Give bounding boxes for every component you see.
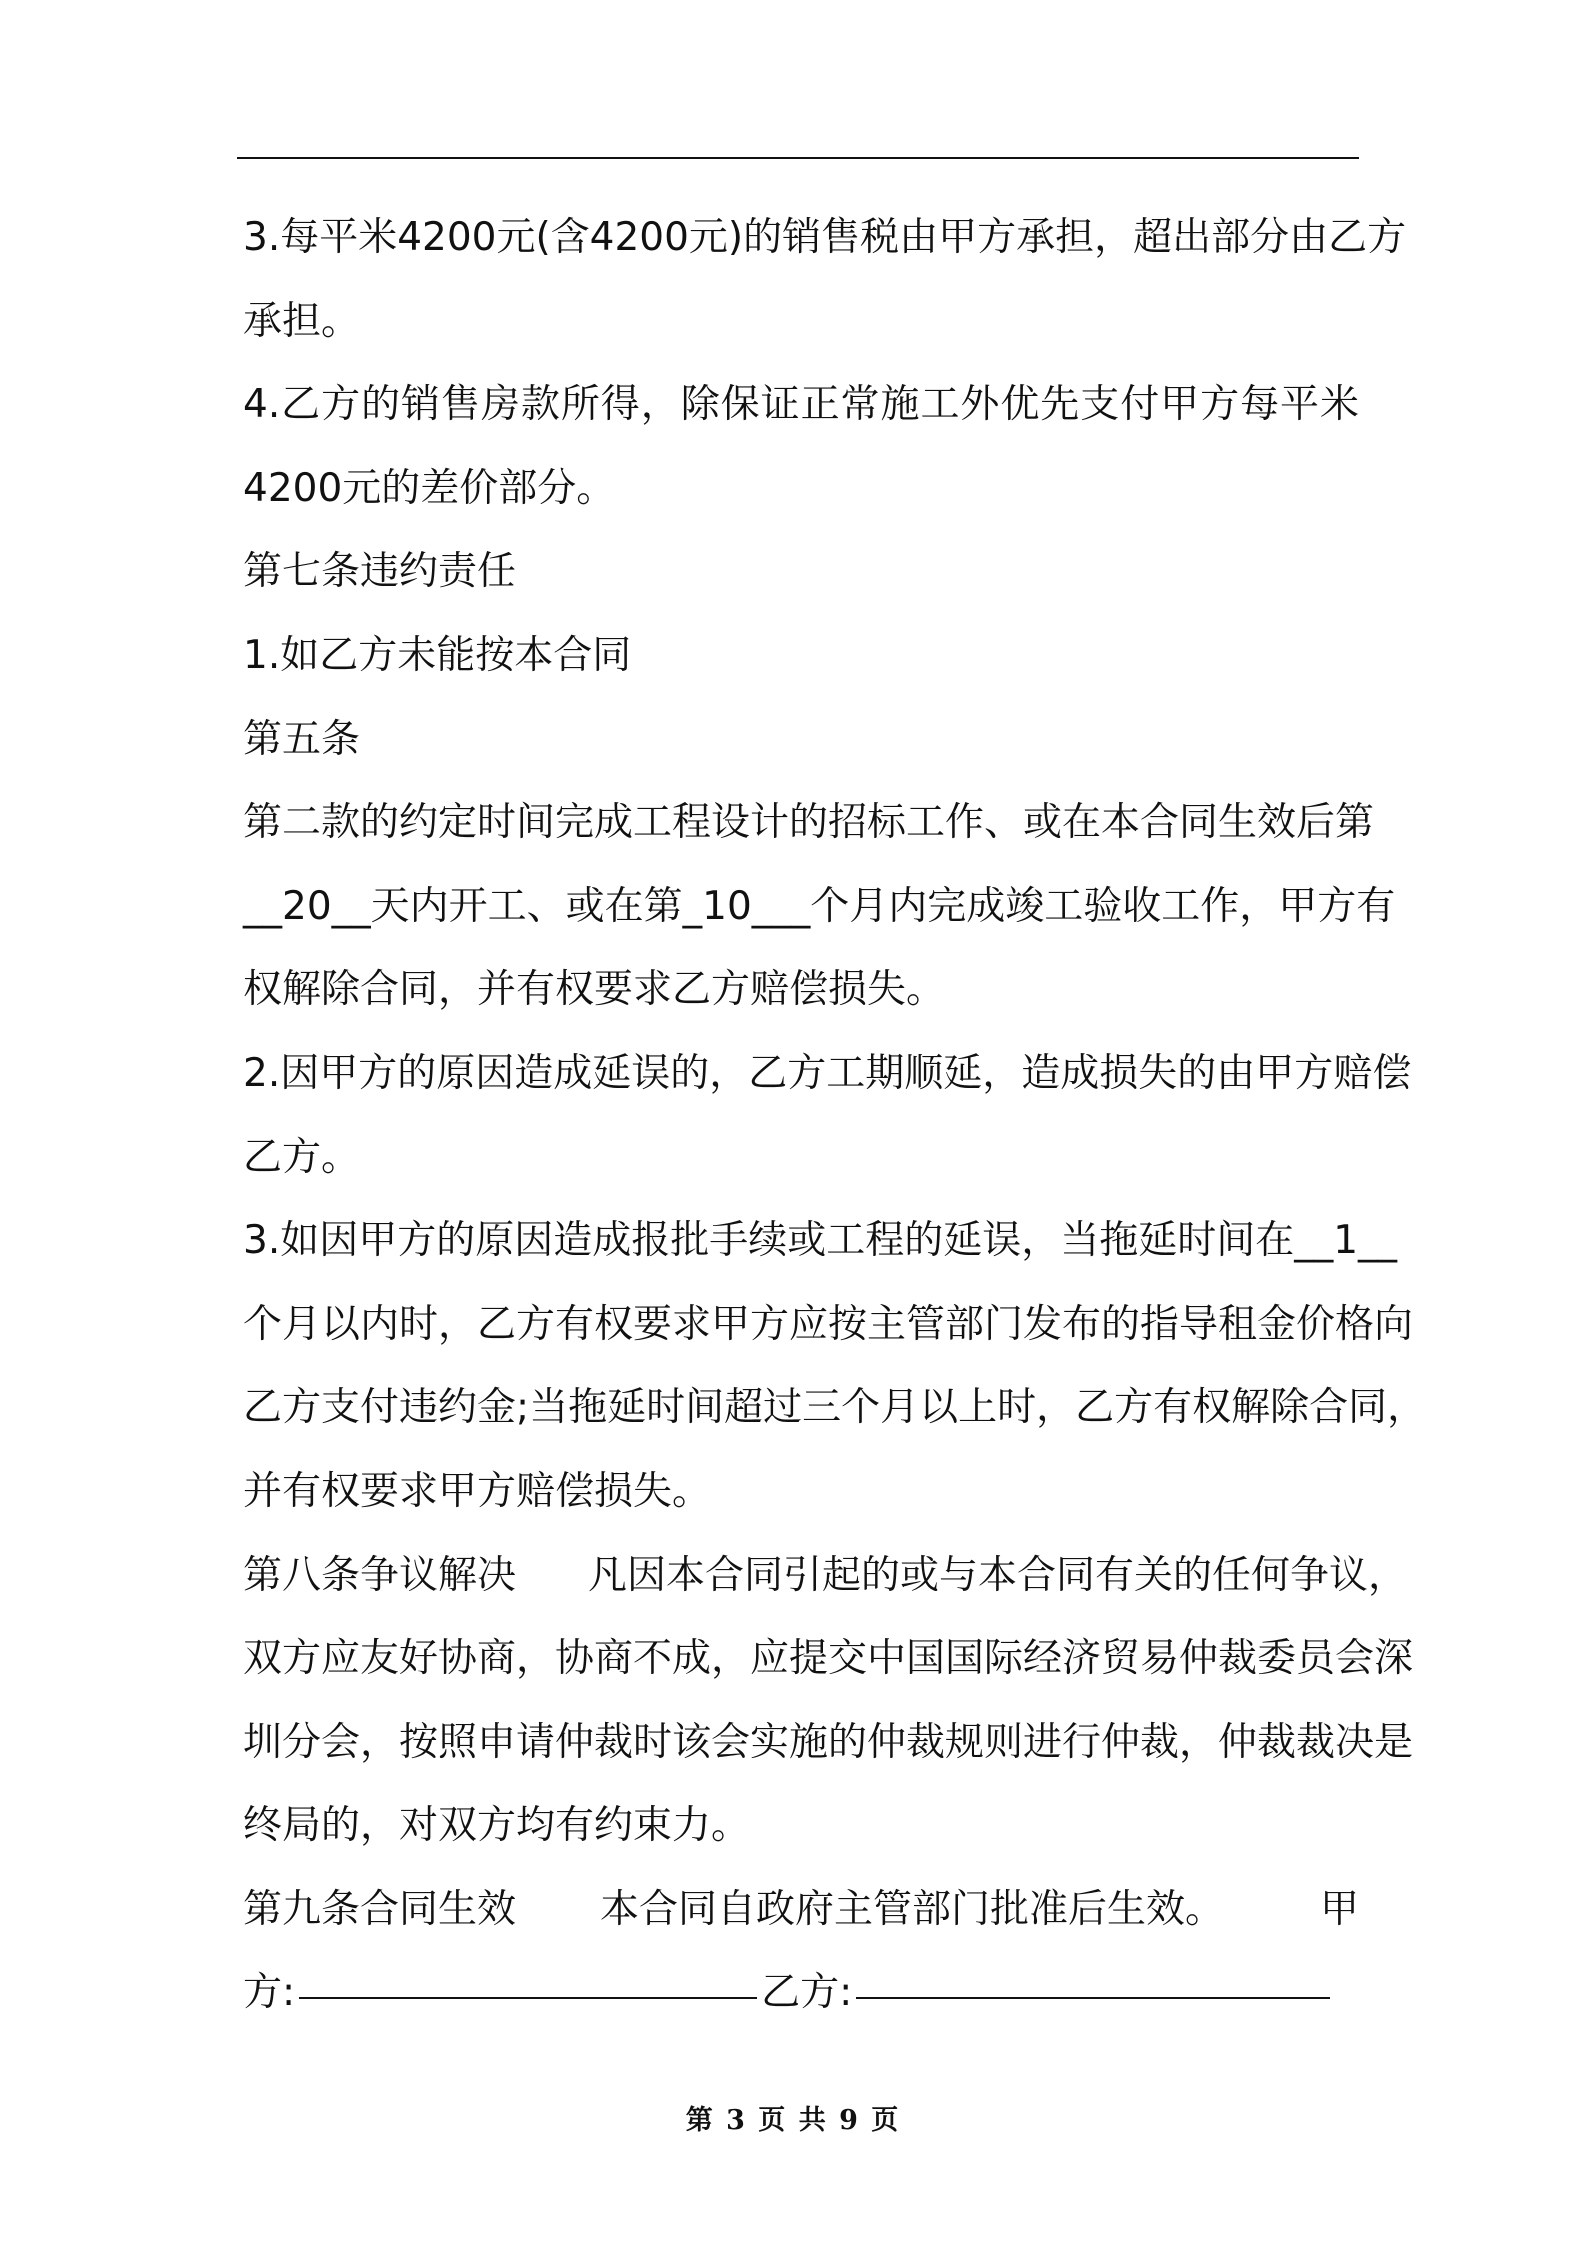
text-line: 个月以内时，乙方有权要求甲方应按主管部门发布的指导租金价格向 [243, 1301, 1414, 1347]
article-9-line [243, 1868, 1359, 1952]
text-line: 终局的，对双方均有约束力。 [243, 1803, 751, 1849]
party-a-signature-blank [299, 1955, 757, 1999]
text-line: 双方应友好协商，协商不成，应提交中国国际经济贸易仲裁委员会深 [243, 1636, 1414, 1682]
document-body [243, 196, 1427, 2035]
article-8-title: 第八条争议解决 [243, 1552, 517, 1598]
text-line: 3.每平米4200元(含4200元)的销售税由甲方承担，超出部分由乙方 [243, 215, 1407, 260]
article-8-line [243, 1534, 1408, 1618]
text-line: __20__天内开工、或在第_10___个月内完成竣工验收工作，甲方有 [243, 883, 1396, 929]
text-line: 4200元的差价部分。 [243, 465, 616, 511]
article-9-text: 本合同自政府主管部门批准后生效。 [600, 1886, 1225, 1932]
party-b-signature-blank [856, 1955, 1330, 1999]
page-number: 第 3 页 共 9 页 [685, 2105, 901, 2136]
header-rule [237, 157, 1359, 159]
text-line: 乙方支付违约金;当拖延时间超过三个月以上时，乙方有权解除合同， [243, 1385, 1427, 1431]
article-9-title: 第九条合同生效 [243, 1886, 517, 1932]
text-line: 4.乙方的销售房款所得，除保证正常施工外优先支付甲方每平米 [243, 382, 1359, 428]
text-line: 第五条 [243, 716, 361, 762]
party-a-label: 方: [243, 1970, 296, 2016]
signature-line [243, 1951, 1359, 2035]
text-line: 承担。 [243, 298, 361, 344]
text-line: 2.因甲方的原因造成延误的，乙方工期顺延，造成损失的由甲方赔偿 [243, 1050, 1412, 1096]
article-heading: 第七条违约责任 [243, 549, 517, 595]
text-line: 1.如乙方未能按本合同 [243, 632, 632, 678]
article-8-text: 凡因本合同引起的或与本合同有关的任何争议， [588, 1552, 1408, 1598]
party-b-label: 乙方: [761, 1970, 853, 2016]
text-line: 圳分会，按照申请仲裁时该会实施的仲裁规则进行仲裁，仲裁裁决是 [243, 1719, 1414, 1765]
party-a-label-start: 甲 [1319, 1886, 1359, 1932]
text-line: 第二款的约定时间完成工程设计的招标工作、或在本合同生效后第 [243, 800, 1375, 846]
text-line: 3.如因甲方的原因造成报批手续或工程的延误，当拖延时间在__1__ [243, 1218, 1398, 1264]
text-line: 权解除合同，并有权要求乙方赔偿损失。 [243, 967, 946, 1013]
text-line: 乙方。 [243, 1134, 361, 1180]
text-line: 并有权要求甲方赔偿损失。 [243, 1468, 712, 1514]
